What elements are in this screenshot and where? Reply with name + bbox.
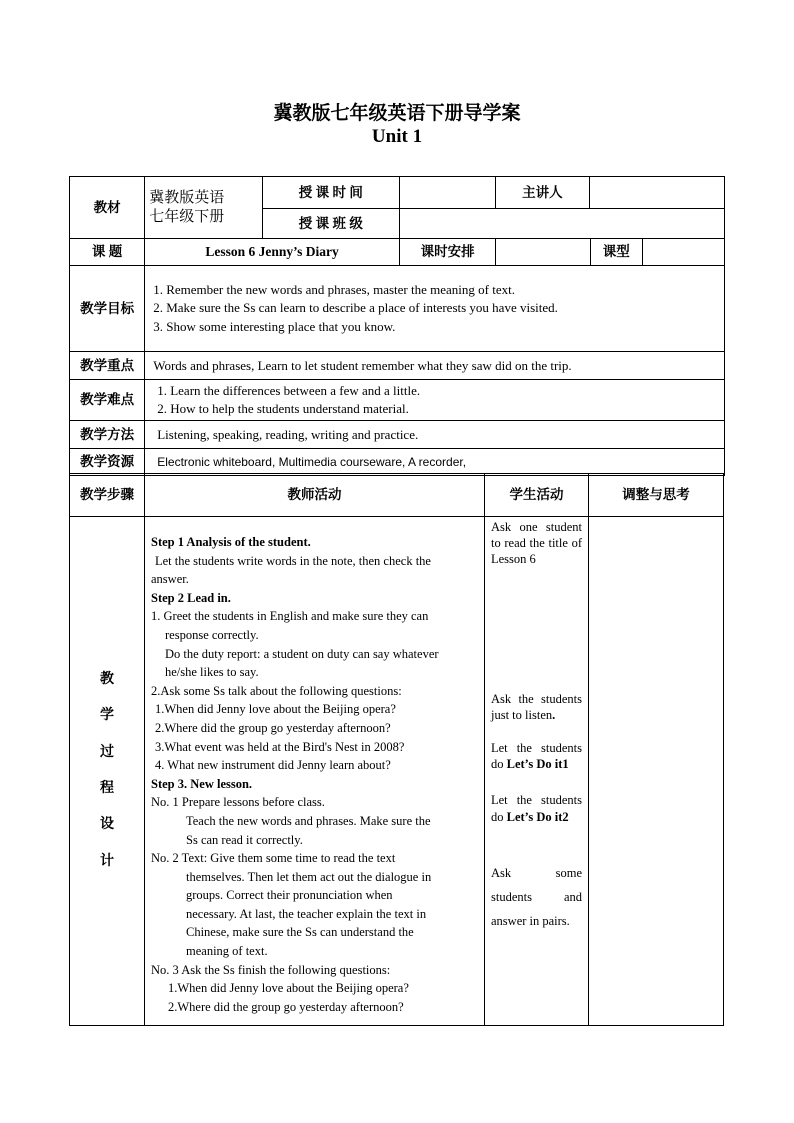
process-char: 设 [100,817,114,833]
goal-item: 3. Show some interesting place that you know. [153,318,396,334]
process-char: 教 [100,671,114,687]
teach-time-value [399,177,495,209]
student-activity-3-bold: Let’s Do it1 [506,757,569,772]
teacher-line: 3.What event was held at the Bird's Nest in 2008? [155,739,405,754]
key-points-value: Words and phrases, Learn to let student remember what they saw did on the trip. [145,352,725,380]
teacher-line: 1. Greet the students in English and make sure they can [151,609,429,624]
type-label: 课型 [590,239,642,265]
teacher-line: No. 2 Text: Give them some time to read the text [151,851,396,866]
textbook-line-2: 七年级下册 [149,208,225,225]
teaching-steps-table [69,473,724,1026]
textbook-label: 教材 [70,177,145,239]
student-activity-4-text: Let the students do [491,793,582,824]
goal-item: 2. Make sure the Ss can learn to describe a place of interests you have visited. [153,300,558,316]
teacher-line: 1.When did Jenny love about the Beijing opera? [168,981,409,996]
page-title: 冀教版七年级英语下册导学案 [273,103,521,124]
teacher-line: 1.When did Jenny love about the Beijing opera? [155,702,396,717]
col-adjust-header: 调整与思考 [589,474,724,517]
teach-class-value [399,209,724,239]
student-activity-2-text: Ask the students just to listen [491,691,582,722]
teacher-line: necessary. At last, the teacher explain the text in [186,906,427,921]
process-char: 计 [100,853,114,869]
difficult-points-label: 教学难点 [70,380,145,421]
process-char: 学 [100,708,114,724]
key-points-label: 教学重点 [70,352,145,380]
speaker-label: 主讲人 [496,177,589,209]
process-design-label [70,517,145,1026]
teacher-line: Let the students write words in the note, then check the [155,553,431,568]
student-activity-3 [491,740,582,772]
topic-label: 课 题 [70,239,145,266]
col-teacher-header: 教师活动 [145,474,485,517]
teacher-line: themselves. Then let them act out the dialogue in [186,869,432,884]
textbook-line-1: 冀教版英语 [149,189,225,206]
teacher-line: Do the duty report: a student on duty can say whatever [165,646,439,661]
method-label: 教学方法 [70,421,145,449]
schedule-type-table [496,239,724,265]
teach-class-label: 授 课 班 级 [262,209,399,239]
teacher-line: Chinese, make sure the Ss can understand the [186,925,414,940]
student-activity-2 [491,691,582,723]
teacher-line: Step 3. New lesson. [151,776,253,791]
teacher-activities [145,517,485,1026]
teacher-line: he/she likes to say. [165,665,259,680]
adjust-reflect-value [589,517,724,1026]
difficult-item: 2. How to help the students understand material. [157,401,409,416]
student-activity-4 [491,792,582,824]
student-activity-1: Ask one student to read the title of Lesson 6 [491,520,582,567]
teacher-line: No. 1 Prepare lessons before class. [151,795,325,810]
schedule-type-cell [496,239,725,266]
process-char: 过 [100,744,114,760]
teacher-line: 2.Ask some Ss talk about the following questions: [151,683,402,698]
student-activity-2-dot: . [552,707,556,722]
textbook-value [145,177,262,239]
difficult-points-value [145,380,725,421]
teacher-line: Ss can read it correctly. [186,832,303,847]
topic-value: Lesson 6 Jenny’s Diary [145,239,400,266]
teacher-line: Step 2 Lead in. [151,590,231,605]
teacher-line: answer. [151,572,189,587]
difficult-item: 1. Learn the differences between a few and a little. [157,382,421,398]
goals-value [145,266,725,352]
teacher-line: Step 1 Analysis of the student. [151,535,311,549]
student-activities [485,517,589,1026]
teacher-line: meaning of text. [186,944,268,959]
goal-item: 1. Remember the new words and phrases, master the meaning of text. [153,281,515,297]
teacher-line: 4. What new instrument did Jenny learn about? [155,758,391,773]
lesson-info-table [69,176,725,476]
student-activity-3-text: Let the students do [491,741,582,772]
student-activity-4-bold: Let’s Do it2 [506,809,569,824]
method-value: Listening, speaking, reading, writing and practice. [145,421,725,449]
col-steps-header: 教学步骤 [70,474,145,517]
teach-time-label: 授 课 时 间 [262,177,399,209]
resource-value: Electronic whiteboard, Multimedia courseware, A recorder, [145,449,725,476]
teacher-line: No. 3 Ask the Ss finish the following questions: [151,962,391,977]
schedule-label: 课时安排 [399,239,495,266]
resource-label: 教学资源 [70,449,145,476]
page-subtitle: Unit 1 [371,126,423,147]
teacher-line: 2.Where did the group go yesterday afternoon? [168,999,404,1014]
process-char: 程 [100,781,114,796]
goals-label: 教学目标 [70,266,145,352]
teacher-line: response correctly. [165,627,259,642]
col-student-header: 学生活动 [485,474,589,517]
teacher-line: 2.Where did the group go yesterday afternoon? [155,720,391,735]
schedule-value [496,239,590,265]
speaker-value [589,177,724,209]
teacher-line: groups. Correct their pronunciation when [186,888,393,903]
student-activity-5: Ask some students and answer in pairs. [491,865,582,928]
type-value [642,239,724,265]
teacher-line: Teach the new words and phrases. Make sure the [186,813,431,828]
